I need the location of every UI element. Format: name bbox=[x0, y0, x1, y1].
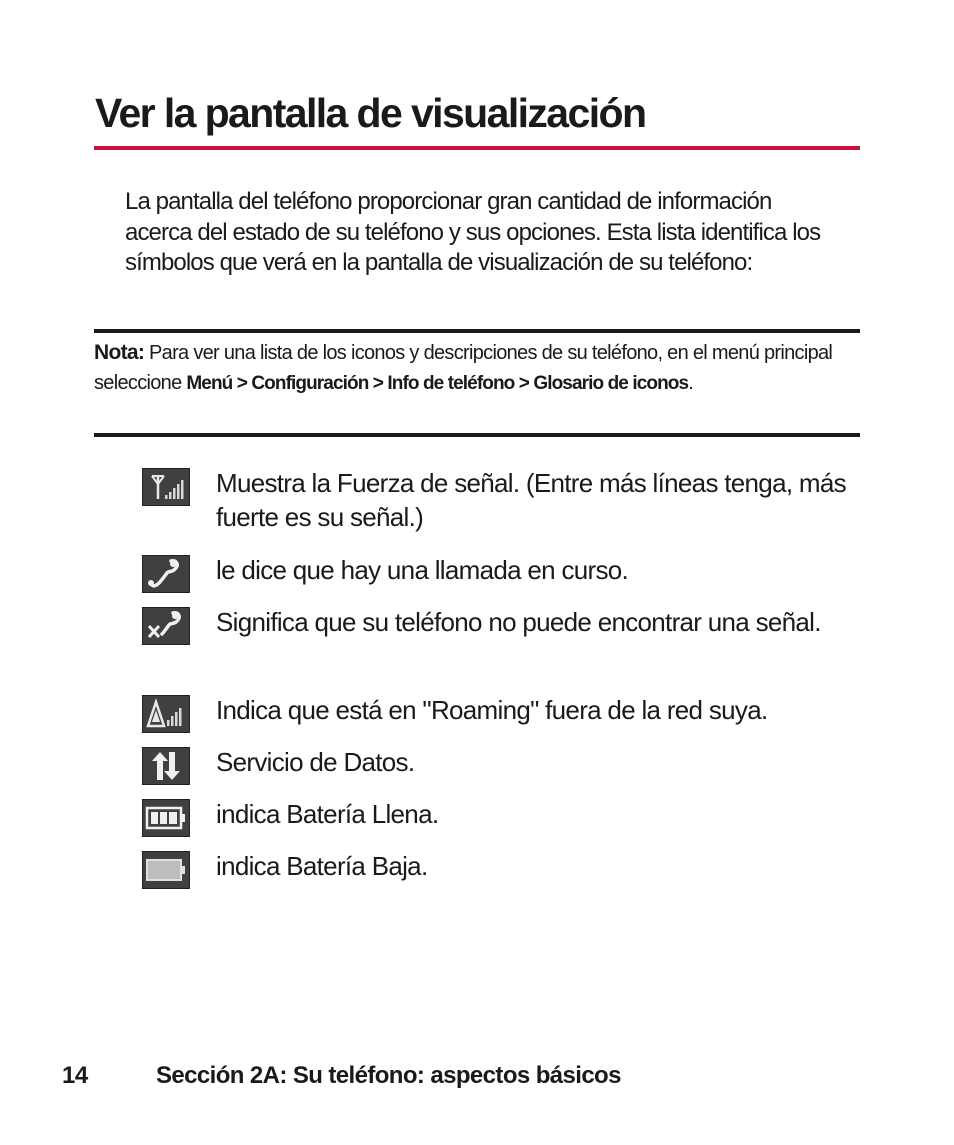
note-box bbox=[94, 329, 860, 437]
title-divider bbox=[94, 146, 860, 150]
icon-description: le dice que hay una llamada en curso. bbox=[216, 555, 629, 585]
page-number: 14 bbox=[62, 1062, 88, 1089]
data-service-icon bbox=[142, 747, 190, 785]
battery-low-icon bbox=[142, 851, 190, 889]
icon-description: Muestra la Fuerza de señal. (Entre más líneas tenga, más fuerte es su señal.) bbox=[216, 468, 846, 532]
no-service-icon bbox=[142, 607, 190, 645]
menu-path: Menú > Configuración > Info de teléfono > Glosario de iconos bbox=[186, 373, 689, 394]
section-title: Sección 2A: Su teléfono: aspectos básicos bbox=[156, 1062, 621, 1089]
intro-paragraph: La pantalla del teléfono proporcionar gran cantidad de información acerca del estado de su teléfono y sus opciones. Esta lista identifica los símbolos que verá en la pantalla de visualización de su teléfono: bbox=[125, 188, 821, 276]
note-text: Para ver una lista de los iconos y descripciones de su teléfono, en el menú principal seleccione bbox=[94, 342, 833, 394]
note-label: Nota: bbox=[94, 341, 145, 364]
roaming-icon bbox=[142, 695, 190, 733]
icon-description: indica Batería Baja. bbox=[216, 851, 428, 881]
battery-full-icon bbox=[142, 799, 190, 837]
icon-description: indica Batería Llena. bbox=[216, 799, 439, 829]
note-period: . bbox=[688, 372, 694, 394]
signal-strength-icon bbox=[142, 468, 190, 506]
icon-description: Indica que está en "Roaming" fuera de la red suya. bbox=[216, 695, 768, 725]
icon-description: Servicio de Datos. bbox=[216, 747, 415, 777]
call-in-progress-icon bbox=[142, 555, 190, 593]
page-title: Ver la pantalla de visualización bbox=[95, 90, 646, 136]
icon-description: Significa que su teléfono no puede encontrar una señal. bbox=[216, 607, 821, 637]
note-paragraph bbox=[94, 333, 860, 399]
